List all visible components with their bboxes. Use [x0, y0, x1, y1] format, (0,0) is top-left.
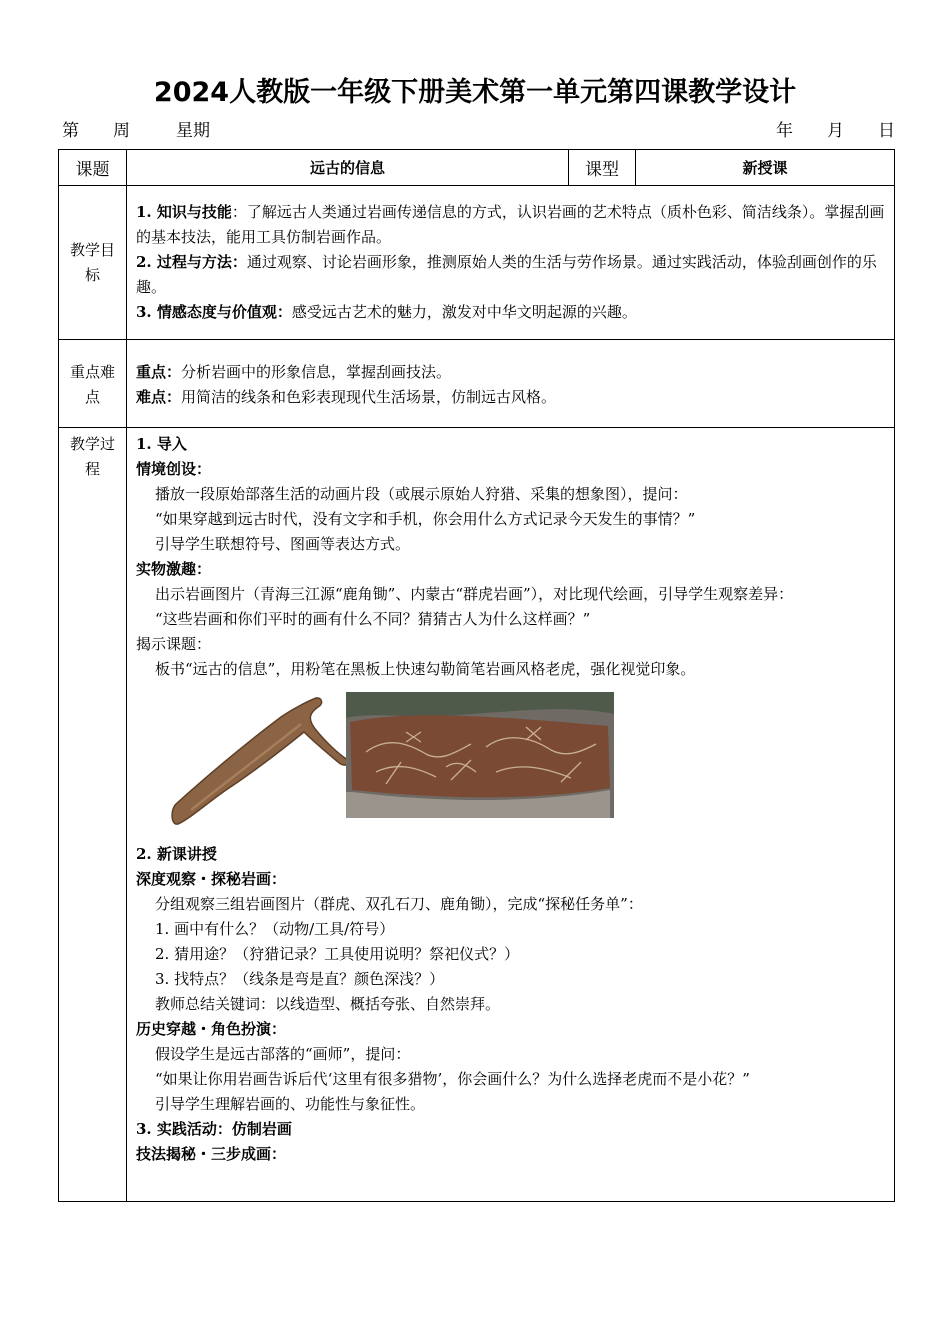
goals-row: [59, 186, 895, 340]
roleplay-question: “如果让你用岩画告诉后代‘这里有很多猎物’，你会画什么？为什么选择老虎而不是小花？”: [155, 1070, 750, 1088]
keypoints-row: [59, 340, 895, 428]
section-1-heading: 1. 导入: [136, 435, 187, 453]
scenario-question: “如果穿越到远古时代，没有文字和手机，你会用什么方式记录今天发生的事情？”: [155, 510, 696, 528]
object-question: “这些岩画和你们平时的画有什么不同？猜猜古人为什么这样画？”: [155, 610, 591, 628]
scenario-heading: 情境创设：: [136, 460, 212, 478]
keypoints-label: 重点难点: [59, 340, 127, 428]
topic-label: 课题: [59, 150, 127, 186]
goal-item-3: 3. 情感态度与价值观：感受远古艺术的魅力，激发对中华文明起源的兴趣。: [136, 303, 637, 321]
lesson-table: [58, 149, 895, 1202]
week-label: 第 周: [62, 121, 130, 141]
roleplay-guide: 引导学生理解岩画的、功能性与象征性。: [155, 1095, 426, 1113]
document-title: 2024人教版一年级下册美术第一单元第四课教学设计: [153, 77, 797, 108]
object-text: 出示岩画图片（青海三江源“鹿角锄”、内蒙古“群虎岩画”），对比现代绘画，引导学生观察差异：: [155, 585, 794, 603]
images-area: [136, 682, 886, 842]
process-row: [59, 428, 895, 1202]
technique-heading: 技法揭秘・三步成画：: [136, 1145, 287, 1163]
roleplay-heading: 历史穿越・角色扮演：: [136, 1020, 287, 1038]
scenario-text: 播放一段原始部落生活的动画片段（或展示原始人狩猎、采集的想象图），提问：: [155, 485, 688, 503]
scenario-guide: 引导学生联想符号、图画等表达方式。: [155, 535, 411, 553]
header-row: [59, 150, 895, 186]
observe-heading: 深度观察・探秘岩画：: [136, 870, 287, 888]
observe-summary: 教师总结关键词：以线造型、概括夸张、自然崇拜。: [155, 995, 501, 1013]
task-item-2: 2. 猜用途？（狩猎记录？工具使用说明？祭祀仪式？）: [155, 945, 520, 963]
date-label: 年 月 日: [776, 121, 895, 141]
goals-label: 教学目标: [59, 186, 127, 340]
goal-item-1: 1. 知识与技能：了解远古人类通过岩画传递信息的方式，认识岩画的艺术特点（质朴色彩、简洁线条）。掌握刮画的基本技法，能用工具仿制岩画作品。: [136, 203, 885, 246]
weekday-label: 星期: [176, 121, 210, 141]
key-point: 重点：分析岩画中的形象信息，掌握刮画技法。: [136, 363, 452, 381]
reveal-text: 板书“远古的信息”，用粉笔在黑板上快速勾勒简笔岩画风格老虎，强化视觉印象。: [155, 660, 696, 678]
observe-text: 分组观察三组岩画图片（群虎、双孔石刀、鹿角锄），完成“探秘任务单”：: [155, 895, 643, 913]
difficult-point: 难点：用简洁的线条和色彩表现现代生活场景，仿制远古风格。: [136, 388, 557, 406]
process-content: [127, 428, 895, 1202]
keypoints-content: [127, 340, 895, 428]
section-3-heading: 3. 实践活动：仿制岩画: [136, 1120, 292, 1138]
process-label: 教学过程: [59, 428, 127, 1202]
goals-content: [127, 186, 895, 340]
task-item-3: 3. 找特点？（线条是弯是直？颜色深浅？）: [155, 970, 445, 988]
topic-value: 远古的信息: [127, 150, 569, 186]
rock-painting-image: [346, 692, 614, 818]
type-value: 新授课: [636, 150, 895, 186]
task-item-1: 1. 画中有什么？（动物/工具/符号）: [155, 920, 395, 938]
goal-item-2: 2. 过程与方法：通过观察、讨论岩画形象，推测原始人类的生活与劳作场景。通过实践活动，体验刮画创作的乐趣。: [136, 253, 877, 296]
roleplay-text: 假设学生是远古部落的“画师”，提问：: [155, 1045, 411, 1063]
section-2-heading: 2. 新课讲授: [136, 845, 217, 863]
type-label: 课型: [569, 150, 636, 186]
object-heading: 实物激趣：: [136, 560, 212, 578]
reveal-heading: 揭示课题：: [136, 635, 212, 653]
antler-hoe-image: [166, 692, 356, 832]
